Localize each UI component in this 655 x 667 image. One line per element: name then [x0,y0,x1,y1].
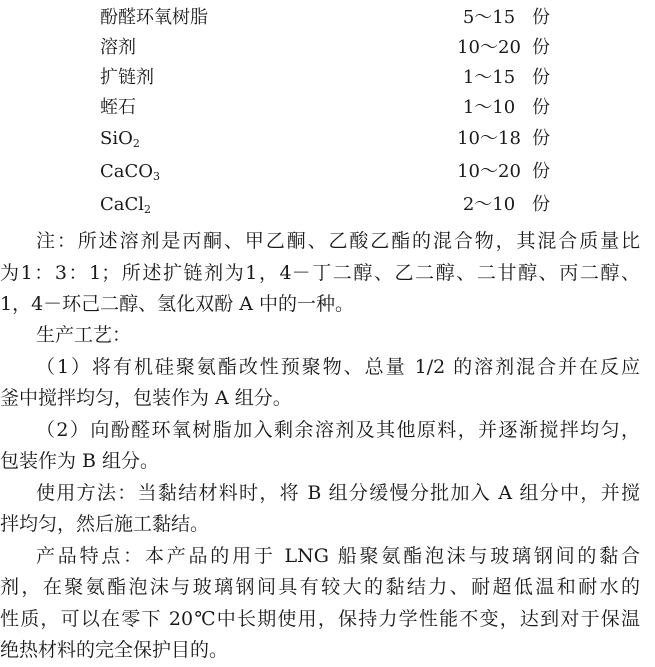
ingredient-name [100,124,140,154]
ingredient-range: 1～10 [462,97,516,118]
ingredient-unit: 份 [532,161,550,182]
note-paragraph [0,226,640,321]
formula-base: SiO [100,128,133,149]
formula-subscript: 2 [144,203,152,216]
ingredient-unit: 份 [532,67,550,88]
formula-base: CaCO [100,161,154,182]
ingredient-unit: 份 [532,7,550,28]
usage-line: 使用方法：当黏结材料时，将 B 组分缓慢分批加入 A 组分中，并搅 [36,481,640,504]
ingredient-name: 扩链剂 [100,67,154,88]
ingredient-range: 2～10 [462,194,516,215]
formula-base: CaCl [100,194,145,215]
features-line: 剂，在聚氨酯泡沫与玻璃钢间具有较大的黏结力、耐超低温和耐水的 [0,576,640,598]
formula-row [0,93,655,123]
ingredient-name [100,157,160,187]
formula-row [0,63,655,93]
ingredient-range: 5～15 [462,7,516,28]
ingredient-unit: 份 [532,194,550,215]
note-line: 为1：3：1；所述扩链剂为1，4－丁二醇、乙二醇、二甘醇、丙二醇、 [0,261,640,284]
process-heading-block [0,320,640,352]
ingredient-name: 溶剂 [100,37,136,58]
ingredient-range: 10～20 [457,161,521,182]
process-step-1 [0,352,640,415]
note-line: 1，4－环己二醇、氢化双酚 A 中的一种。 [0,293,354,315]
features-line: 产品特点：本产品的用于 LNG 船聚氨酯泡沫与玻璃钢间的黏合 [36,544,640,567]
features-paragraph [0,541,640,667]
process-step-2 [0,415,640,478]
ingredient-range: 1～15 [462,67,516,88]
process-heading: 生产工艺： [36,324,132,346]
ingredient-range: 10～20 [457,37,521,58]
formula-row [0,190,655,220]
step-line: （2）向酚醛环氧树脂加入剩余溶剂及其他原料，并逐渐搅拌均匀， [36,418,640,441]
ingredient-name [100,190,151,220]
formula-row [0,33,655,63]
formula-row [0,157,655,187]
ingredient-unit: 份 [532,97,550,118]
formula-row [0,3,655,33]
features-line: 绝热材料的完全保护目的。 [0,639,229,661]
usage-paragraph [0,478,640,541]
ingredient-name: 蛭石 [100,97,136,118]
ingredient-name: 酚醛环氧树脂 [100,7,208,28]
step-line: （1）将有机硅聚氨酯改性预聚物、总量 1/2 的溶剂混合并在反应 [36,355,640,378]
note-line: 注：所述溶剂是丙酮、甲乙酮、乙酸乙酯的混合物，其混合质量比 [36,230,640,252]
ingredient-unit: 份 [532,37,550,58]
formula-subscript: 2 [132,137,140,150]
usage-line: 拌均匀，然后施工黏结。 [0,513,210,535]
features-line: 性质，可以在零下 20℃中长期使用，保持力学性能不变，达到对于保温 [0,607,640,630]
formula-row [0,124,655,154]
ingredient-range: 10～18 [457,128,521,149]
ingredient-unit: 份 [532,128,550,149]
step-line: 釜中搅拌均匀，包装作为 A 组分。 [0,387,292,409]
step-line: 包装作为 B 组分。 [0,450,160,472]
formula-subscript: 3 [153,170,161,183]
